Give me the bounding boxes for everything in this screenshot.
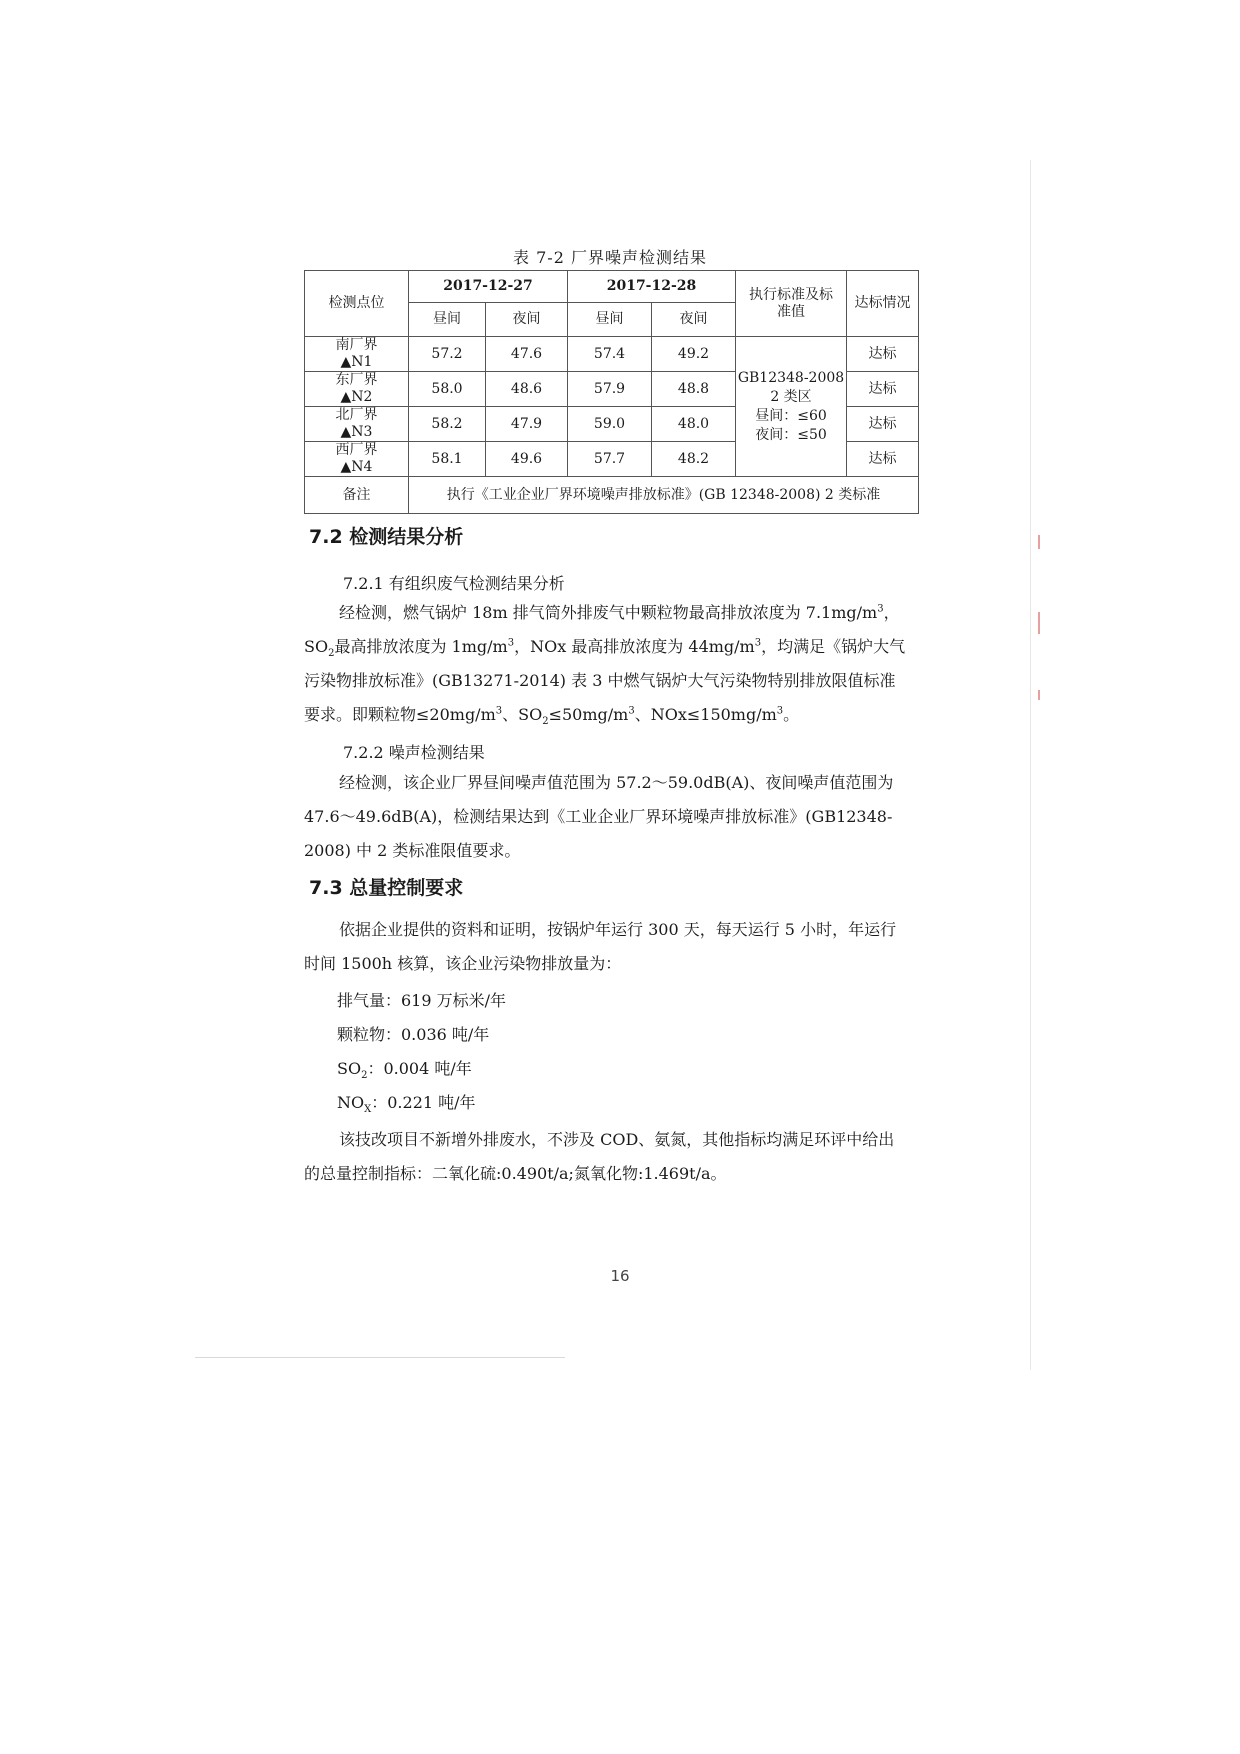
scan-edge-horizontal [195,1357,565,1358]
scan-edge-vertical [1030,160,1031,1370]
compliance-cell: 达标 [847,337,919,372]
value-cell: 58.0 [409,372,486,407]
value-cell: 58.1 [409,442,486,477]
header-compliance: 达标情况 [847,271,919,337]
standard-zone: 2 类区 [770,388,812,405]
note-text: 执行《工业企业厂界环境噪声排放标准》(GB 12348-2008) 2 类标准 [409,477,919,514]
note-label: 备注 [305,477,409,514]
compliance-cell: 达标 [847,372,919,407]
header-day: 昼间 [409,303,486,337]
point-name: 北厂界 [335,407,378,423]
value-cell: 49.2 [652,337,736,372]
point-name: 南厂界 [335,337,378,353]
waste-gas-text-2: 最高排放浓度为 1mg/m [334,637,508,656]
point-code: ▲N2 [340,389,373,405]
waste-gas-text-5: 、SO [502,705,543,724]
header-standard: 执行标准及标准值 [736,271,847,337]
value-cell: 48.6 [486,372,568,407]
value-cell: 48.2 [652,442,736,477]
point-code: ▲N3 [340,424,373,440]
value-cell: 57.2 [409,337,486,372]
section-7-2-title: 7.2 检测结果分析 [309,526,464,548]
nox-amount: $NO_X$：0.221 吨/年 [337,1093,476,1116]
table-caption: 表 7-2 厂界噪声检测结果 [513,248,707,267]
compliance-cell: 达标 [847,442,919,477]
exhaust-volume: 排气量：619 万标米/年 [337,991,507,1010]
value-cell: 59.0 [568,407,652,442]
section-7-3-title: 7.3 总量控制要求 [309,877,464,899]
value-cell: 47.6 [486,337,568,372]
header-day: 昼间 [568,303,652,337]
point-code: ▲N1 [340,354,373,370]
value-cell: 58.2 [409,407,486,442]
noise-results-table [304,270,919,514]
standard-code: GB12348-2008 [737,369,845,386]
value-cell: 48.8 [652,372,736,407]
paragraph-total-intro: 依据企业提供的资料和证明，按锅炉年运行 300 天，每天运行 5 小时，年运行时间 1500h 核算，该企业污染物排放量为： [304,920,897,973]
point-name: 东厂界 [335,372,378,388]
header-date-2: 2017-12-28 [568,271,736,303]
standard-value-cell [736,337,847,477]
subsection-7-2-1-title: 7.2.1 有组织废气检测结果分析 [343,574,565,593]
compliance-cell: 达标 [847,407,919,442]
scan-mark [1038,690,1040,700]
header-night: 夜间 [486,303,568,337]
waste-gas-text-1: 经检测，燃气锅炉 18m 排气筒外排废气中颗粒物最高排放浓度为 7.1mg/m [339,603,878,622]
value-cell: 49.6 [486,442,568,477]
paragraph-conclusion: 该技改项目不新增外排废水，不涉及 COD、氨氮，其他指标均满足环评中给出的总量控制指标：二氧化硫:0.490t/a;氮氧化物:1.469t/a。 [304,1130,895,1183]
paragraph-noise: 经检测，该企业厂界昼间噪声值范围为 57.2～59.0dB(A)、夜间噪声值范围为 47.6～49.6dB(A)，检测结果达到《工业企业厂界环境噪声排放标准》(GB12348-2008) 中 2 类标准限值要求。 [304,773,894,860]
point-name: 西厂界 [335,442,378,458]
waste-gas-text-6: ≤50mg/m [548,705,629,724]
scan-mark [1038,535,1040,549]
value-cell: 48.0 [652,407,736,442]
header-point: 检测点位 [305,271,409,337]
table-row [305,337,919,372]
header-night: 夜间 [652,303,736,337]
waste-gas-text-7: 、NOx≤150mg/m [634,705,777,724]
subsection-7-2-2-title: 7.2.2 噪声检测结果 [343,743,485,762]
so2-amount: $SO_2$：0.004 吨/年 [337,1059,472,1082]
value-cell: 57.9 [568,372,652,407]
value-cell: 57.4 [568,337,652,372]
so2-label: SO [337,1059,362,1078]
point-code: ▲N4 [340,459,373,475]
waste-gas-text-8: 。 [783,705,800,724]
standard-day-limit: 昼间：≤60 [755,407,827,424]
nox-value: ：0.221 吨/年 [371,1093,476,1112]
so2-value: ：0.004 吨/年 [367,1059,472,1078]
paragraph-waste-gas: 经检测，燃气锅炉 18m 排气筒外排废气中颗粒物最高排放浓度为 $7.1mg/m^3$，$SO_2$最高排放浓度为 $1mg/m^3$，NOx 最高排放浓度为 $44mg/m^3$，均满足《锅炉大气污染物排放标准》(GB13271-2014) 表 3 中燃气锅炉大气污染物特别排放限值标准要求。即颗粒物$\le 20mg/m^3$、$SO_2\le 50mg/m^3$、$NOx\le 150mg/m^3$。 [304,603,906,728]
particulate-amount: 颗粒物：0.036 吨/年 [337,1025,490,1044]
waste-gas-text-4: ，均满足《锅炉大气污染物排放标准》(GB13271-2014) 表 3 中燃气锅炉大气污染物特别排放限值标准要求。即颗粒物≤20mg/m [304,637,906,724]
scan-mark [1038,612,1040,634]
nox-label: NO [337,1093,365,1112]
waste-gas-text-3: ，NOx 最高排放浓度为 44mg/m [514,637,755,656]
value-cell: 47.9 [486,407,568,442]
so2-text: SO [304,637,329,656]
page-number: 16 [610,1267,630,1285]
standard-night-limit: 夜间：≤50 [755,426,827,443]
header-date-1: 2017-12-27 [409,271,568,303]
value-cell: 57.7 [568,442,652,477]
